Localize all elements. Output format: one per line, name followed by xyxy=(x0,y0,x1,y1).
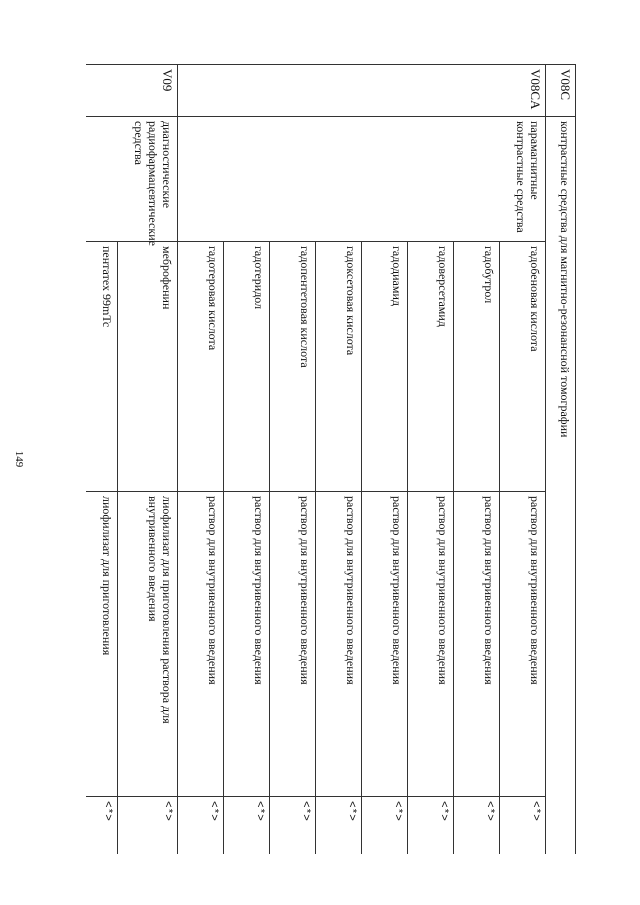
footnote-mark: <*> xyxy=(270,797,316,855)
footnote-mark: <*> xyxy=(178,797,224,855)
table-row xyxy=(118,65,178,855)
drug-name: гадобутрол xyxy=(454,242,500,492)
drug-name: гадотеровая кислота xyxy=(178,242,224,492)
drug-name: гадопентетовая кислота xyxy=(270,242,316,492)
drug-name: гадоверсетамид xyxy=(408,242,454,492)
dosage-form: раствор для внутривенного введения xyxy=(362,492,408,797)
footnote-mark: <*> xyxy=(86,797,118,855)
drug-name: гадодиамид xyxy=(362,242,408,492)
dosage-form: лиофилизат для приготовления раствора для внутривенного введения xyxy=(118,492,178,797)
footnote-mark: <*> xyxy=(362,797,408,855)
section-title: контрастные средства для магнитно-резонансной томографии xyxy=(546,117,576,855)
dosage-form: лиофилизат для приготовления xyxy=(86,492,118,797)
table-row xyxy=(546,65,576,855)
drug-name: гадотеридол xyxy=(224,242,270,492)
footnote-mark: <*> xyxy=(118,797,178,855)
footnote-mark: <*> xyxy=(224,797,270,855)
drug-name: меброфенин xyxy=(118,242,178,492)
dosage-form: раствор для внутривенного введения xyxy=(408,492,454,797)
dosage-form: раствор для внутривенного введения xyxy=(454,492,500,797)
dosage-form: раствор для внутривенного введения xyxy=(500,492,546,797)
dosage-form: раствор для внутривенного введения xyxy=(270,492,316,797)
drug-name: гадоксетовая кислота xyxy=(316,242,362,492)
atc-code: V08C xyxy=(546,65,576,117)
footnote-mark: <*> xyxy=(408,797,454,855)
drug-name: гадобеновая кислота xyxy=(500,242,546,492)
footnote-mark: <*> xyxy=(316,797,362,855)
page-number: 149 xyxy=(13,450,25,468)
drug-table xyxy=(86,64,576,854)
atc-code: V08CA xyxy=(178,65,546,117)
table-row xyxy=(500,65,546,855)
group-name: парамагнитные контрастные средства xyxy=(178,117,546,242)
drug-name: пентатех 99mTc xyxy=(86,242,118,492)
footnote-mark: <*> xyxy=(500,797,546,855)
atc-code: V09 xyxy=(86,65,178,117)
dosage-form: раствор для внутривенного введения xyxy=(224,492,270,797)
table-rotation-frame xyxy=(86,64,576,854)
dosage-form: раствор для внутривенного введения xyxy=(316,492,362,797)
footnote-mark: <*> xyxy=(454,797,500,855)
table-rotated-container xyxy=(86,64,576,854)
dosage-form: раствор для внутривенного введения xyxy=(178,492,224,797)
group-name: диагностические радиофармацевтические средства xyxy=(86,117,178,242)
